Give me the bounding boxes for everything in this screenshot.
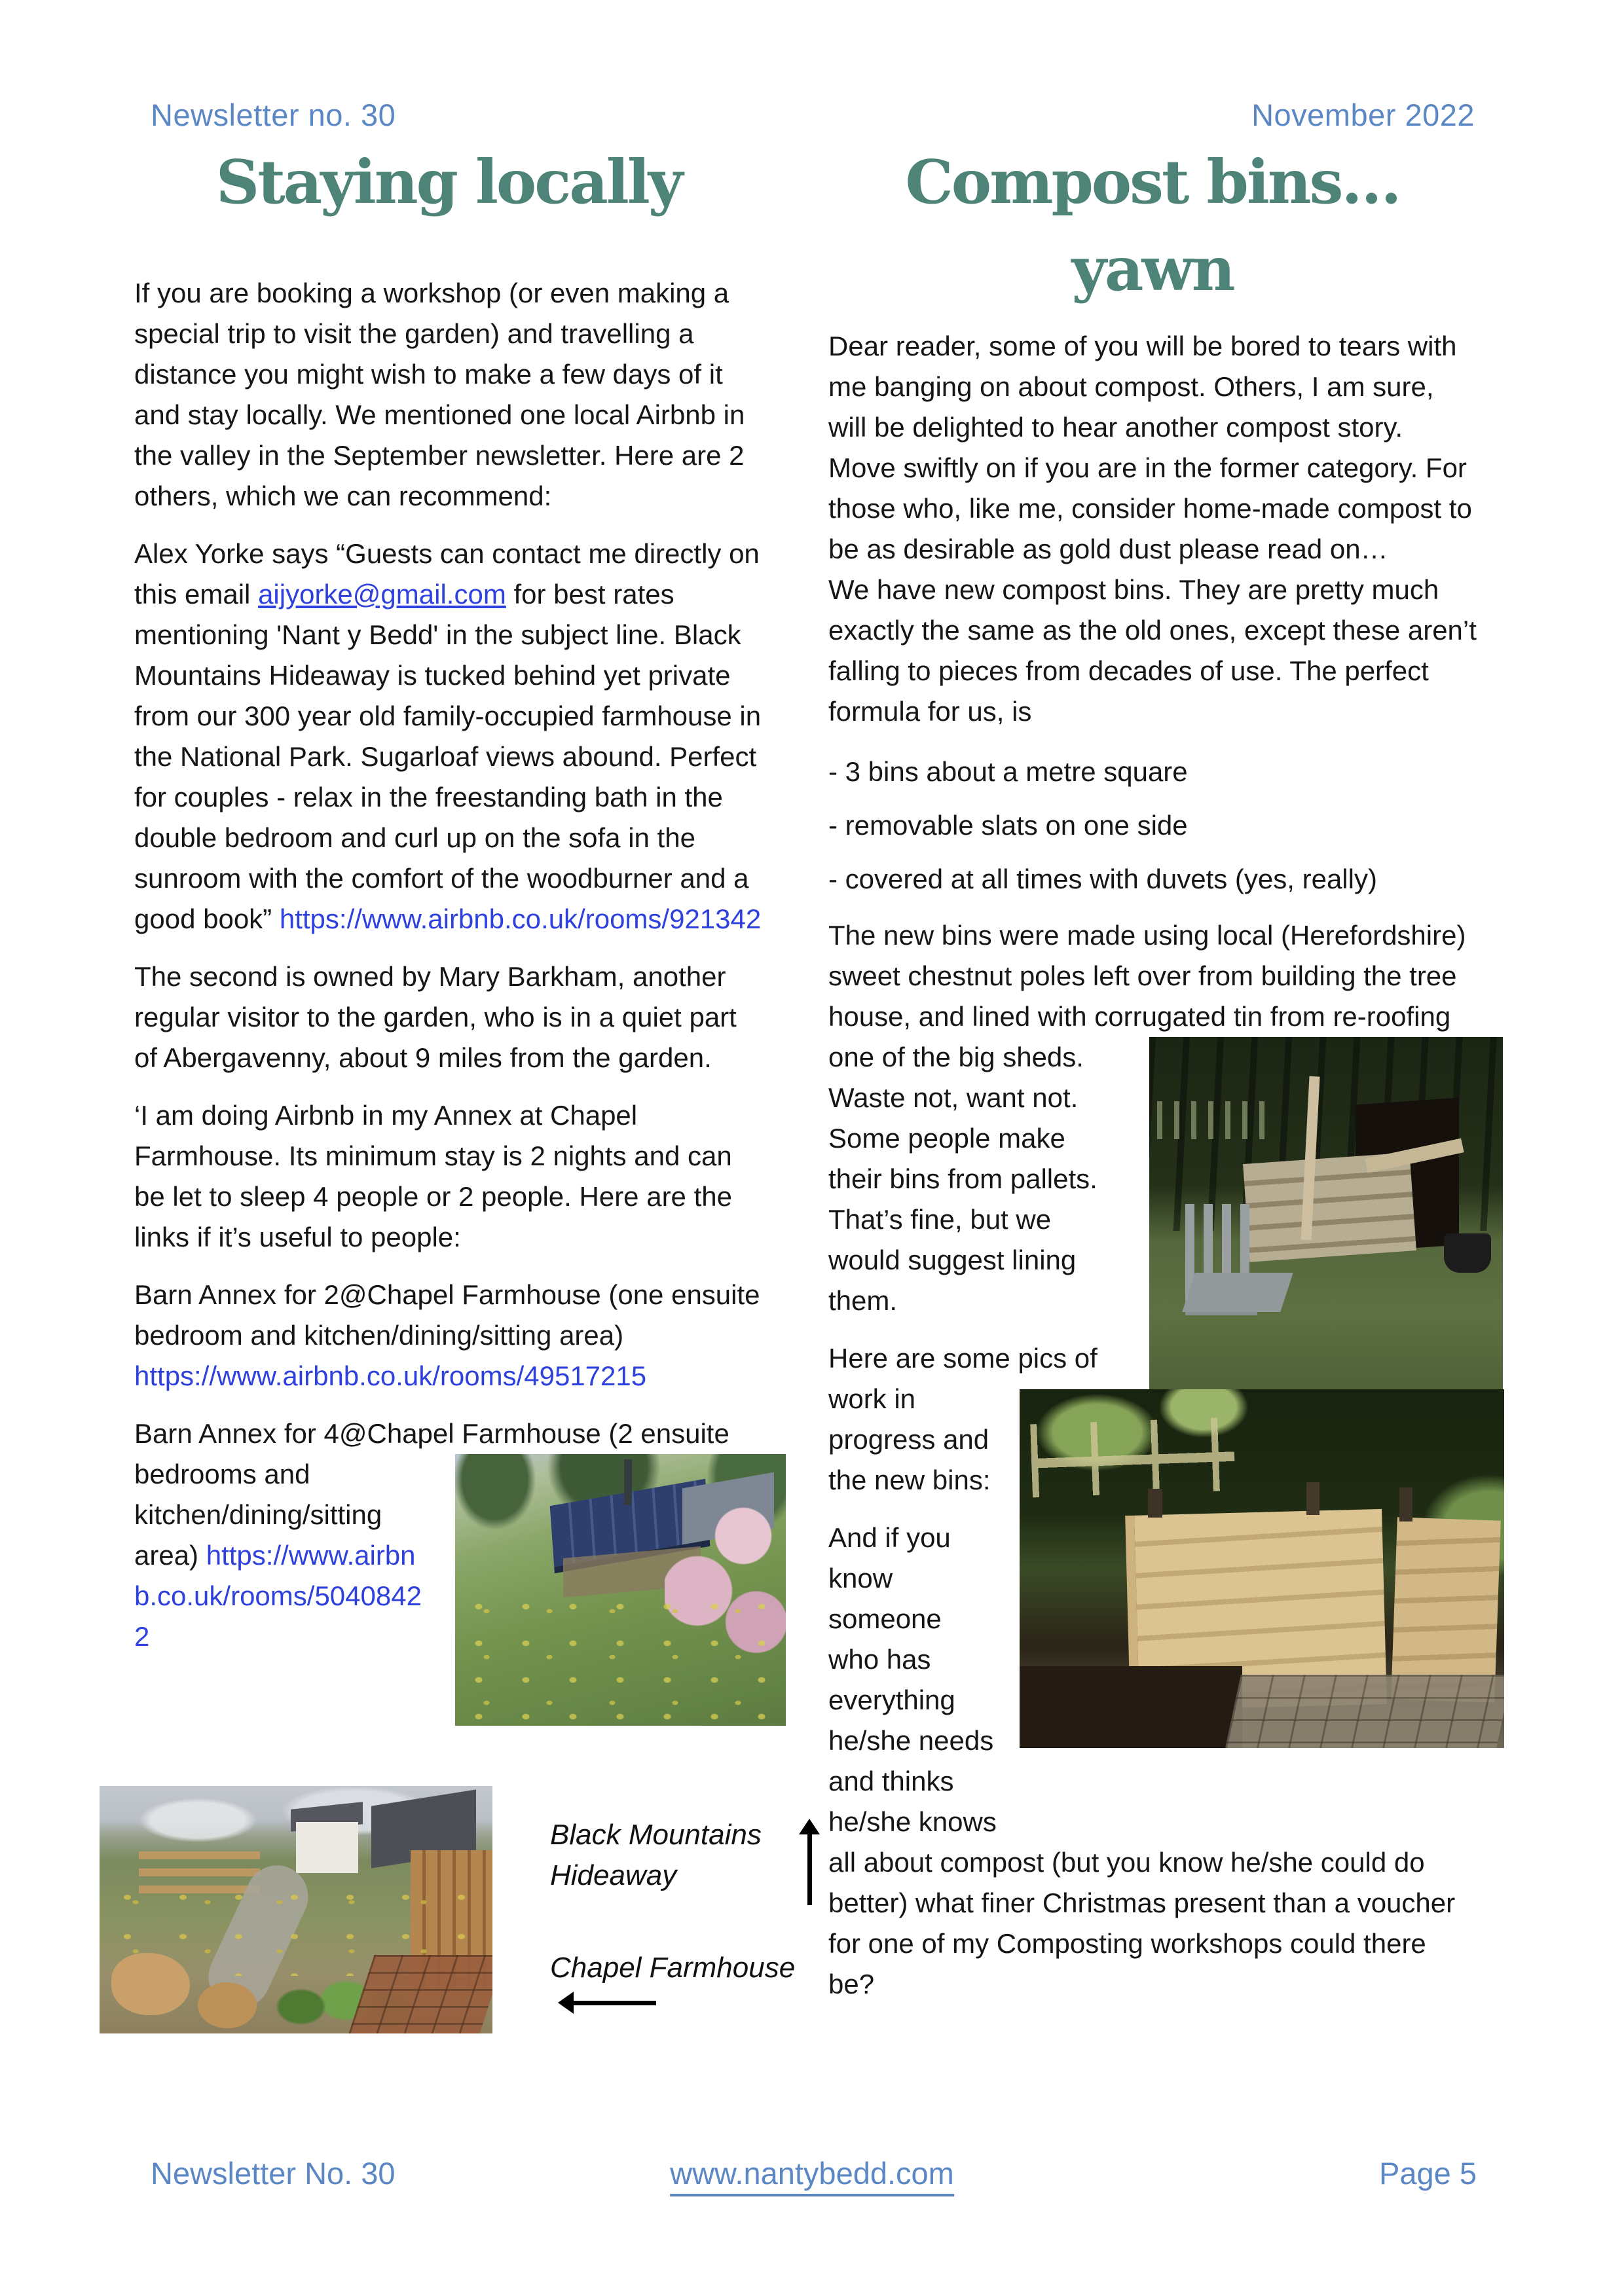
bullet-item: - 3 bins about a metre square: [828, 756, 1188, 787]
rock-art: [198, 1982, 257, 2028]
left-paragraph-alex-yorke: [134, 534, 763, 939]
left-paragraph-annex-intro: ‘I am doing Airbnb in my Annex at Chapel Farmhouse. Its minimum stay is 2 nights and can be let to sleep 4 people or 2 people. Here are the links if it’s useful to people:: [134, 1100, 732, 1252]
photo-black-mountains-hideaway: [455, 1454, 786, 1726]
paragraph-text: Alex Yorke says “Guests can contact me directly on this email: [134, 538, 760, 610]
paving-art: [1225, 1675, 1504, 1748]
house-art: [296, 1822, 358, 1873]
footer-website-link[interactable]: www.nantybedd.com: [670, 2155, 954, 2196]
paragraph-text: Barn Annex for 2@Chapel Farmhouse (one ensuite bedroom and kitchen/dining/sitting area): [134, 1279, 760, 1351]
left-column: [134, 139, 763, 1732]
footer-page-number: Page 5: [1379, 2156, 1477, 2191]
rock-art: [111, 1953, 190, 2015]
left-article-title: Staying locally: [215, 147, 682, 217]
left-paragraph-barn-annex-4: [134, 1413, 763, 1657]
fence-art: [1157, 1101, 1272, 1139]
paragraph-text: Barn Annex for 4@Chapel Farmhouse (2 ensuite bedrooms and: [134, 1418, 729, 1489]
bullet-item: - removable slats on one side: [828, 810, 1188, 841]
right-column: [828, 139, 1477, 2022]
left-paragraph-barn-annex-2: [134, 1275, 763, 1396]
chimney-art: [624, 1459, 632, 1505]
email-link[interactable]: aijyorke@gmail.com: [258, 579, 506, 610]
right-paragraph-dear-reader: Dear reader, some of you will be bored to tears with me banging on about compost. Others, I am sure, will be delighted to hear another compost story. Move swiftly on if you are in the former category. For those who, like me, consider home-made compost to be as desirable as gold dust please read on…: [828, 331, 1472, 564]
caption-black-mountains-hideaway: Black Mountains Hideaway: [550, 1819, 762, 1891]
photo-old-bins-work-in-progress: [1149, 1037, 1503, 1389]
paragraph-text: Here are some pics of work in progress and the new bins:: [828, 1343, 1098, 1495]
left-arrow-icon: [558, 1990, 657, 2016]
paragraph-text: for best rates mentioning 'Nant y Bedd' in the subject line. Black Mountains Hideaway is tucked behind yet private from our 300 year old family-occupied farmhouse in the National Park. Sugarloaf views abound. Perfect for couples - relax in the freestanding bath in the double bedroom and curl up on the sofa in the sunroom with the comfort of the woodburner and a good book”: [134, 579, 762, 934]
brick-path-art: [349, 1955, 492, 2033]
chair-art: [1182, 1273, 1293, 1312]
right-paragraph-voucher: And if you know someone who has everything he/she needs and thinks he/she knows all about compost (but you know he/she could do better) what finer Christmas present than a voucher for one of my Composting workshops could there be?: [828, 1522, 1456, 1999]
title-line-1: Compost bins…: [905, 147, 1400, 217]
right-paragraph-new-bins: We have new compost bins. They are pretty much exactly the same as the old ones, except these aren’t falling to pieces from decades of use. The perfect formula for us, is: [828, 574, 1477, 727]
post-art: [1148, 1489, 1162, 1518]
post-art: [1306, 1482, 1320, 1515]
soil-art: [1020, 1666, 1242, 1748]
up-arrow-icon: [796, 1819, 822, 1906]
photo-new-compost-bins: [1020, 1389, 1504, 1748]
title-line-2: yawn: [1071, 234, 1234, 304]
caption-chapel-farmhouse: Chapel Farmhouse: [550, 1952, 796, 1984]
planks-art: [1243, 1152, 1416, 1262]
footer-newsletter-number: Newsletter No. 30: [151, 2156, 396, 2191]
meadow-art: [455, 1588, 786, 1726]
airbnb-room-50408422-link[interactable]: https://www.airbnb.co.uk/rooms/50408422: [134, 1540, 422, 1652]
airbnb-room-49517215-link[interactable]: https://www.airbnb.co.uk/rooms/49517215: [134, 1360, 647, 1391]
pot-art: [1444, 1233, 1491, 1273]
photo-chapel-farmhouse-garden: [100, 1786, 492, 2033]
paragraph-text: Waste not, want not. Some people make their bins from pallets. That’s fine, but we would suggest lining them.: [828, 1082, 1098, 1316]
gate-art: [1030, 1417, 1236, 1498]
left-paragraph-intro: If you are booking a workshop (or even making a special trip to visit the garden) and travelling a distance you might wish to make a few days of it and stay locally. We mentioned one local Airbnb in the valley in the September newsletter. Here are 2 others, which we can recommend:: [134, 278, 745, 511]
paragraph-text: The new bins were made using local (Herefordshire) sweet chestnut poles left over from building the tree house, and lined with corrugated tin from re-roofing one of the big sheds.: [828, 920, 1466, 1072]
airbnb-room-921342-link[interactable]: https://www.airbnb.co.uk/rooms/921342: [279, 903, 762, 934]
left-paragraph-mary-barkham: The second is owned by Mary Barkham, another regular visitor to the garden, who is in a quiet part of Abergavenny, about 9 miles from the garden.: [134, 961, 737, 1073]
header-date: November 2022: [1251, 98, 1475, 132]
right-article-title: [828, 139, 1477, 313]
header-newsletter-number: Newsletter no. 30: [151, 98, 396, 132]
bullet-item: - covered at all times with duvets (yes, really): [828, 864, 1377, 894]
post-art: [1399, 1487, 1412, 1522]
paragraph-text: kitchen/dining/sitting area): [134, 1499, 382, 1571]
right-paragraph-chestnut: [828, 915, 1477, 1321]
